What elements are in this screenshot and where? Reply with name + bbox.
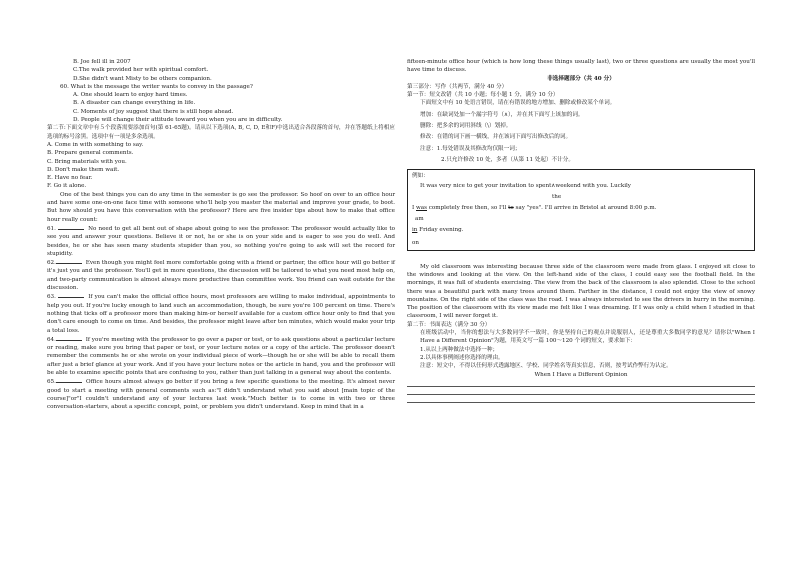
example-line-3 bbox=[412, 226, 750, 234]
q63-answer-blank[interactable] bbox=[58, 292, 84, 298]
example-line-1: It was very nice to get your invitation to spent∧weekend with you. Luckily bbox=[420, 183, 631, 190]
choice-d: D. Don't make them wait. bbox=[47, 166, 120, 173]
choice-a: A. Come in with something to say. bbox=[47, 141, 144, 148]
q59-option-d: D.She didn't want Misty to be others companion. bbox=[73, 75, 212, 82]
part-title: 非选择题部分（共 40 分） bbox=[547, 75, 615, 82]
example-insert-word: the bbox=[552, 193, 562, 200]
section-two-heading: 第二节：书面表达（满分 30 分） bbox=[407, 321, 491, 328]
q61-text: No need to get all bent out of shape about going to see the professor. The professor would actually like to see you and answer your questions. Believe it or not, he or she is on your side and is eager to see you do well. And besides, he or she has seen many students stupider than you, so nothing you're going to ask will set the record for stupidity. bbox=[47, 225, 396, 257]
section-two-instructions: 第二节:下面文章中有５个段落需要添加首句(第 61-65题)。请从以下选项(A, B, C, D, E和F)中选出适合各段落的首句，并在答题纸上将相应选项的标号涂黑。选项中有一项是多余选项。 bbox=[47, 125, 395, 140]
q64-number: 64. bbox=[47, 336, 56, 343]
instruction-add: 增加：在缺词处加一个漏字符号（∧），并在其下面写上该加的词。 bbox=[420, 111, 584, 118]
left-column bbox=[47, 58, 395, 411]
instruction-note-2: 2.只允许修改 10 处，多者（从第 11 处起）不计分。 bbox=[441, 156, 574, 163]
q60-option-b: B. A disaster can change everything in life. bbox=[73, 100, 196, 107]
section-one-heading: 第一节：短文改错（共 10 小题；每小题 1 分，满分 10 分） bbox=[407, 92, 559, 99]
writing-note: 注意：短文中，不得以任何形式透露地区、学校、同学姓名等真实信息，否则，按考试作弊行为认定。 bbox=[420, 363, 672, 370]
question-65 bbox=[47, 377, 395, 411]
q60-option-a: A. One should learn to enjoy hard times. bbox=[73, 92, 188, 99]
example-struck-to: to bbox=[508, 204, 514, 211]
choice-e: E. Have no fear. bbox=[47, 175, 93, 182]
q59-option-b: B. Joe fell ill in 2007 bbox=[73, 59, 131, 65]
choice-b: B. Prepare general comments. bbox=[47, 150, 134, 157]
q60-stem: 60. What is the message the writer wants to convey in the passage? bbox=[60, 83, 253, 90]
instruction-modify: 修改：在错的词下画一横线，并在该词下面写出修改后的词。 bbox=[420, 134, 572, 141]
question-63 bbox=[47, 292, 395, 334]
q65-text: Office hours almost always go better if you bring a few specific questions to the meeting. It's almost never good to start a meeting with general comments such as:"I didn't understand what you said about [main topic of the course]"or"I couldn't understand any of your lectures last week."Much better is to come in with two or three conversation-starters, about a specific concept, point, or problem you didn't understand. Keep in mind that in a bbox=[47, 379, 395, 411]
q62-answer-blank[interactable] bbox=[56, 258, 82, 264]
q63-text: If you can't make the official office hours, most professors are willing to make individual, appointments to help you out. If you're lucky enough to land such an accommodation, though, be sure you're 100 percent on time. There's nothing that ticks off a professor more than making him-or herself available for a custom office hour only to find that you don't care enough to come on time. And besides, the professor might leave after ten minutes, which would make your trip a total loss. bbox=[47, 294, 396, 334]
question-64 bbox=[47, 335, 395, 377]
q65-number: 65. bbox=[47, 379, 56, 386]
example-correction-on: on bbox=[412, 240, 419, 247]
essay-title: When I Have a Different Opinion bbox=[534, 371, 628, 378]
choice-c: C. Bring materials with you. bbox=[47, 158, 127, 165]
answer-line-2[interactable] bbox=[407, 387, 755, 395]
question-61 bbox=[47, 224, 395, 258]
error-correction-passage: My old classroom was interesting because three side of the classroom were made from glass. I enjoyed sit close to the windows and looking at the view. On the left-hand side of the class, I could easy see the football field. In the mornings, it was full of students exercising. The view from the back of the classroom is also splendid. Close to the school there was a beautiful park with many trees around them. Farther in the distance, I could not enjoy the view of snowy mountains. On the right side of the class was the road. I was always interested to see the drivers in hurry in the morning. The position of the classroom with its view made me felt like I was dreaming. If I was only a child when I studied in that classroom, I will never forget it. bbox=[407, 263, 755, 320]
example-line-2-mid: completely free then, so I'll bbox=[427, 204, 509, 211]
q59-option-c: C.The walk provided her with spiritual comfort. bbox=[73, 67, 209, 74]
q61-answer-blank[interactable] bbox=[58, 224, 84, 230]
example-line-3-end: Friday evening. bbox=[417, 227, 464, 234]
instruction-note-1: 注意：1.每处错误及其修改均仅限一词； bbox=[420, 145, 521, 152]
q61-number: 61. bbox=[47, 225, 56, 232]
example-underlined-was: was bbox=[416, 204, 427, 211]
writing-prompt: 在班级活动中，当你的想法与大多数同学不一致时，你是坚持自己的观点并说服别人，还是尊重大多数同学的意见？请你以"When I Have a Different Opinion"为题，用英文写一篇 100～120 个词的短文，要求如下： bbox=[420, 330, 755, 345]
right-column bbox=[407, 58, 755, 403]
q64-answer-blank[interactable] bbox=[56, 335, 82, 341]
question-62 bbox=[47, 258, 395, 292]
q65-answer-blank[interactable] bbox=[56, 377, 82, 383]
q60-option-d: D. People will change their attitude toward you when you are in difficulty. bbox=[73, 117, 283, 124]
q62-text: Even though you might feel more comfortable going with a friend or partner, the office hour will go better if it's just you and the professor. You'll get in more questions, the discussion will be tailored to what you need most help on, and two-party communication is almost always more productive than committee work. You friend can wait outside for the discussion. bbox=[47, 260, 395, 292]
example-box bbox=[407, 169, 755, 250]
requirement-1: 1.从以上两种做法中选择一种； bbox=[420, 346, 499, 353]
answer-line-3[interactable] bbox=[407, 395, 755, 403]
passage-continuation: fifteen-minute office hour (which is how long these things usually last), two or three questions are usually the most you'll have time to discuss. bbox=[407, 59, 755, 74]
instruction-general: 下面短文中有 10 处语言错误，请在有错误的地方增加、删除或修改某个单词。 bbox=[420, 100, 616, 107]
example-label: 例如： bbox=[412, 173, 429, 180]
instruction-delete: 删除：把多余的词用斜线（\）划掉。 bbox=[420, 123, 512, 130]
example-line-2-end: say "yes". I'll arrive in Bristol at around 8:00 p.m. bbox=[513, 204, 657, 211]
q60-option-c: C. Moments of joy suggest that there is still hope ahead. bbox=[73, 108, 234, 115]
q64-text: If you're meeting with the professor to go over a paper or test, or to ask questions about a particular lecture or reading, make sure you bring that paper or test, or your lecture notes or a copy of the article. The professor doesn't remember the comments he or she wrote on your individual piece of work—though he or she will be able to recall them after just a brief glance at your work. And if you have your lecture notes or the article in hand, you and the professor will be able to examine specific points that are confusing to you, rather than just talking in a general way about the contents. bbox=[47, 336, 395, 376]
example-correction-am: am bbox=[415, 216, 424, 223]
q62-number: 62. bbox=[47, 260, 56, 267]
example-underlined-in: in bbox=[412, 227, 418, 234]
answer-line-1[interactable] bbox=[407, 379, 755, 387]
passage-intro: One of the best things you can do any time in the semester is go see the professor. So hoof on over to an office hour and have some one-on-one face time with someone who'll help you master the material and improve your grade, to boot. But how should you have this conversation with the professor? Here are five insider tips about how to make that office hour really count: bbox=[47, 191, 395, 223]
part-three-heading: 第三部分：写作（共两节，满分 40 分） bbox=[407, 83, 508, 90]
requirement-2: 2.以具体事例阐述你选择的理由。 bbox=[420, 354, 504, 361]
choice-f: F. Go it alone. bbox=[47, 183, 87, 190]
example-line-2 bbox=[412, 204, 750, 212]
q63-number: 63. bbox=[47, 294, 56, 301]
example-line-2-start: I bbox=[412, 204, 416, 211]
